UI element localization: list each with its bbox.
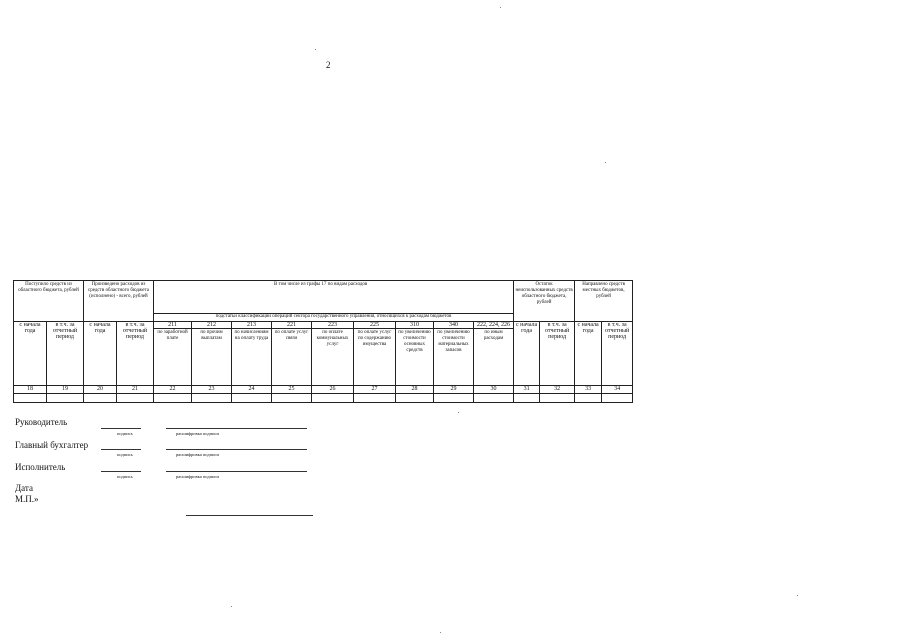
code-cell: 221 [272, 322, 312, 329]
scan-speck [797, 595, 798, 596]
column-number: 19 [47, 386, 84, 394]
signature-caption: подпись [117, 431, 133, 436]
column-number: 24 [232, 386, 272, 394]
column-number: 21 [117, 386, 154, 394]
period-year-start: с начала года [14, 322, 47, 386]
executor-decoding-line [166, 471, 307, 472]
code-description: по начислениям на оплату труда [232, 329, 272, 386]
date-label: Дата [15, 483, 33, 493]
period-reporting: в т.ч. за отчетный период [47, 322, 84, 386]
code-cell: 222, 224, 226 [474, 322, 514, 329]
scan-speck [440, 632, 441, 633]
column-number: 27 [354, 386, 396, 394]
column-number: 31 [514, 386, 540, 394]
code-description: по увеличению стоимости основных средств [396, 329, 434, 386]
code-cell: 211 [154, 322, 192, 329]
column-number: 26 [312, 386, 354, 394]
code-description: по прочим выплатам [192, 329, 232, 386]
scan-speck [605, 162, 606, 163]
column-number: 18 [14, 386, 47, 394]
column-number: 20 [84, 386, 117, 394]
period-year-start: с начала года [575, 322, 602, 386]
executor-label: Исполнитель [15, 462, 66, 472]
expense-report-table [13, 280, 633, 403]
column-number: 29 [434, 386, 474, 394]
header-by-type: В том числе из графы 17 по видам расходов [154, 281, 514, 314]
executor-signature-line [101, 471, 141, 472]
header-remainder: Остаток неиспользованных средств областного бюджета, рублей [514, 281, 575, 322]
date-line [186, 515, 313, 516]
period-reporting: в т.ч. за отчетный период [540, 322, 575, 386]
code-cell: 225 [354, 322, 396, 329]
column-number: 25 [272, 386, 312, 394]
column-number: 22 [154, 386, 192, 394]
chief-accountant-signature-line [101, 449, 141, 450]
code-cell: 213 [232, 322, 272, 329]
scan-speck [500, 7, 501, 8]
head-signature-line [101, 428, 141, 429]
column-number: 28 [396, 386, 434, 394]
decoding-caption: расшифровка подписи [176, 474, 219, 479]
header-directed: Направлено средств местных бюджетов, рублей [575, 281, 633, 322]
column-number: 30 [474, 386, 514, 394]
period-year-start: с начала года [514, 322, 540, 386]
scan-speck [315, 49, 316, 50]
code-description: по оплате услуг связи [272, 329, 312, 386]
signature-caption: подпись [117, 474, 133, 479]
header-spent: Произведено расходов из средств областного бюджета (исполнено) - всего, рублей [84, 281, 154, 322]
code-cell: 340 [434, 322, 474, 329]
head-label: Руководитель [15, 417, 68, 427]
period-reporting: в т.ч. за отчетный период [117, 322, 154, 386]
chief-accountant-label: Главный бухгалтер [15, 440, 89, 450]
subarticles-caption: подстатьи классификации операций сектора государственного управления, относящихся к расходам бюджетов [154, 314, 514, 322]
period-reporting: в т.ч. за отчетный период [602, 322, 633, 386]
table-row [14, 394, 633, 403]
column-number: 32 [540, 386, 575, 394]
code-cell: 310 [396, 322, 434, 329]
code-description: по оплате коммунальных услуг [312, 329, 354, 386]
scan-speck [458, 412, 459, 413]
seal-label: М.П.» [15, 494, 39, 504]
chief-accountant-decoding-line [166, 449, 307, 450]
page-number: 2 [326, 60, 331, 70]
code-description: по увеличению стоимости материальных запасов [434, 329, 474, 386]
decoding-caption: расшифровка подписи [176, 452, 219, 457]
head-decoding-line [166, 428, 307, 429]
code-description: по иным расходам [474, 329, 514, 386]
column-number: 34 [602, 386, 633, 394]
scan-speck [231, 606, 232, 607]
column-number: 33 [575, 386, 602, 394]
header-received: Поступило средств из областного бюджета, рублей [14, 281, 84, 322]
code-cell: 223 [312, 322, 354, 329]
decoding-caption: расшифровка подписи [176, 431, 219, 436]
code-description: по оплате услуг по содержанию имущества [354, 329, 396, 386]
signature-caption: подпись [117, 452, 133, 457]
code-cell: 212 [192, 322, 232, 329]
column-number: 23 [192, 386, 232, 394]
code-description: по заработной плате [154, 329, 192, 386]
period-year-start: с начала года [84, 322, 117, 386]
